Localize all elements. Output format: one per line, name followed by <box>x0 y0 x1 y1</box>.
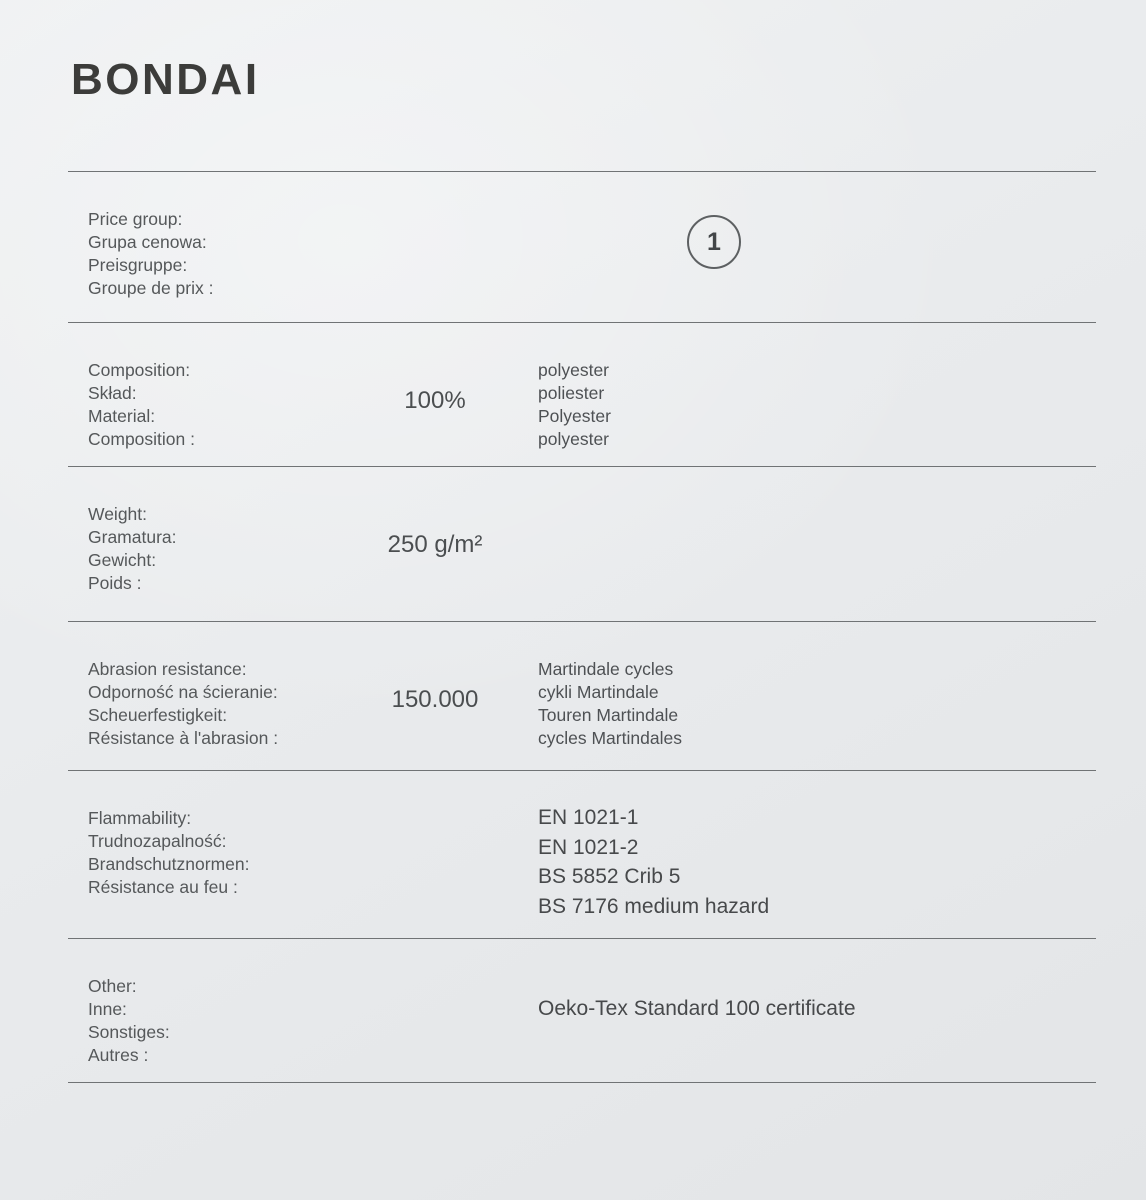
flammability-mid <box>370 807 500 938</box>
label-flammability-en: Flammability: <box>88 808 192 828</box>
composition-value: 100% <box>404 387 466 414</box>
label-composition-pl: Skład: <box>88 383 137 403</box>
abrasion-unit-fr: cycles Martindales <box>538 728 682 748</box>
other-value: Oeko-Tex Standard 100 certificate <box>538 997 856 1020</box>
price-group-mid <box>370 208 500 322</box>
label-flammability-pl: Trudnozapalność: <box>88 831 227 851</box>
label-price-group-en: Price group: <box>88 209 183 229</box>
flammability-labels <box>68 807 370 938</box>
other-value-area <box>500 975 1096 1082</box>
weight-labels <box>68 503 370 621</box>
label-price-group-pl: Grupa cenowa: <box>88 232 207 252</box>
composition-unit-de: Polyester <box>538 406 611 426</box>
label-weight-de: Gewicht: <box>88 550 157 570</box>
label-composition-fr: Composition : <box>88 429 195 449</box>
composition-mid <box>370 359 500 466</box>
label-abrasion-pl: Odporność na ścieranie: <box>88 682 278 702</box>
price-group-value: 1 <box>707 227 721 256</box>
abrasion-unit-pl: cykli Martindale <box>538 682 659 702</box>
label-flammability-de: Brandschutznormen: <box>88 854 250 874</box>
label-weight-en: Weight: <box>88 504 148 524</box>
weight-units <box>500 503 1096 621</box>
section-other <box>68 939 1096 1083</box>
flammability-standard-3: BS 5852 Crib 5 <box>538 865 681 888</box>
section-composition <box>68 323 1096 467</box>
label-abrasion-de: Scheuerfestigkeit: <box>88 705 228 725</box>
label-flammability-fr: Résistance au feu : <box>88 877 238 897</box>
label-other-pl: Inne: <box>88 999 127 1019</box>
label-composition-de: Material: <box>88 406 156 426</box>
price-group-labels <box>68 208 370 322</box>
abrasion-labels <box>68 658 370 770</box>
spec-table <box>68 171 1096 1083</box>
label-abrasion-fr: Résistance à l'abrasion : <box>88 728 279 748</box>
abrasion-unit-en: Martindale cycles <box>538 659 674 679</box>
label-weight-fr: Poids : <box>88 573 142 593</box>
label-weight-pl: Gramatura: <box>88 527 177 547</box>
composition-labels <box>68 359 370 466</box>
weight-value: 250 g/m² <box>387 531 483 558</box>
flammability-standard-4: BS 7176 medium hazard <box>538 894 770 918</box>
flammability-standard-2: EN 1021-2 <box>538 835 639 859</box>
label-price-group-fr: Groupe de prix : <box>88 278 214 298</box>
section-price-group <box>68 172 1096 323</box>
other-labels <box>68 975 370 1082</box>
price-group-value-area <box>500 208 1096 322</box>
abrasion-units <box>500 658 1096 770</box>
composition-units <box>500 359 1096 466</box>
abrasion-value: 150.000 <box>391 686 479 713</box>
section-weight <box>68 467 1096 622</box>
other-mid <box>370 975 500 1082</box>
abrasion-unit-de: Touren Martindale <box>538 705 679 725</box>
flammability-standard-1: EN 1021-1 <box>538 806 639 829</box>
brand-logo: BONDAI <box>71 55 260 104</box>
price-group-badge <box>687 215 741 269</box>
composition-unit-fr: polyester <box>538 429 610 449</box>
label-price-group-de: Preisgruppe: <box>88 255 188 275</box>
abrasion-mid <box>370 658 500 770</box>
label-other-en: Other: <box>88 976 137 996</box>
composition-unit-en: polyester <box>538 360 610 380</box>
flammability-standards <box>500 803 1096 938</box>
label-other-fr: Autres : <box>88 1045 149 1065</box>
composition-unit-pl: poliester <box>538 383 605 403</box>
section-abrasion <box>68 622 1096 771</box>
label-other-de: Sonstiges: <box>88 1022 170 1042</box>
label-composition-en: Composition: <box>88 360 191 380</box>
label-abrasion-en: Abrasion resistance: <box>88 659 247 679</box>
section-flammability <box>68 771 1096 939</box>
weight-mid <box>370 503 500 621</box>
